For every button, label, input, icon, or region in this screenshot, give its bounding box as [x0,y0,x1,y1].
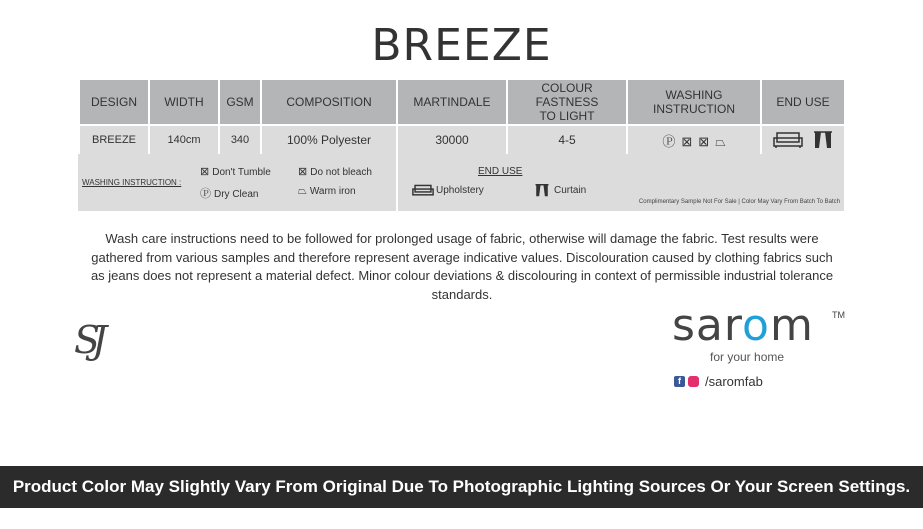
legend-do-not-bleach-label: Do not bleach [310,167,372,178]
legend-upholstery [412,184,484,197]
spec-table [78,78,846,156]
social-handle[interactable]: /saromfab [705,374,763,390]
header-width: WIDTH [149,79,219,125]
legend-panel [78,154,844,211]
no-tumble-icon: ⊠ [698,133,710,149]
header-colour-line1: COLOUR [541,81,593,95]
header-colour-fastness [507,79,627,125]
header-washing [627,79,761,125]
sarom-logo [672,300,814,351]
sarom-logo-start: sar [672,300,743,351]
value-colour-fastness: 4-5 [507,125,627,155]
header-design: DESIGN [79,79,149,125]
header-colour-line2: FASTNESS [535,95,599,109]
social-links [674,373,763,389]
value-composition: 100% Polyester [261,125,397,155]
no-tumble-icon: ⊠ [200,166,210,178]
spec-value-row [79,125,845,155]
complimentary-note: Complimentary Sample Not For Sale | Color May Vary From Batch To Batch [638,199,840,205]
legend-do-not-bleach [298,165,372,178]
trademark-mark: TM [832,310,845,320]
curtain-icon [813,131,833,149]
sarom-logo-end: m [769,300,814,351]
sj-logo [74,318,99,362]
header-end-use: END USE [761,79,845,125]
header-composition: COMPOSITION [261,79,397,125]
legend-divider [396,154,398,211]
legend-end-use-heading: END USE [478,166,523,177]
value-care-icons [627,125,761,155]
legend-dry-clean-label: Dry Clean [214,189,259,200]
legend-dont-tumble-label: Don't Tumble [212,167,271,178]
footer-disclaimer: Product Color May Slightly Vary From Original Due To Photographic Lighting Sources Or Your Screen Settings. [12,477,911,496]
value-end-use-icons [761,125,845,155]
legend-warm-iron-label: Warm iron [309,186,356,197]
sofa-icon [412,184,434,197]
warm-iron-icon: ⏢ [715,133,726,149]
instagram-icon[interactable] [688,376,699,387]
warm-iron-icon: ⏢ [298,185,307,197]
header-colour-line3: TO LIGHT [539,109,595,123]
dry-clean-icon: Ⓟ [662,133,676,149]
product-title: BREEZE [371,20,552,71]
legend-warm-iron [298,185,356,198]
spec-header-row [79,79,845,125]
legend-dont-tumble [200,165,271,178]
no-bleach-icon: ⊠ [681,133,693,149]
header-washing-line1: WASHING [665,88,723,102]
no-bleach-icon: ⊠ [298,166,308,178]
legend-upholstery-label: Upholstery [436,185,484,197]
legend-dry-clean [200,185,258,201]
legend-curtain-label: Curtain [554,185,587,197]
sj-logo-text: SJ [74,318,100,362]
header-gsm: GSM [219,79,261,125]
dry-clean-icon: Ⓟ [200,188,211,200]
facebook-icon[interactable]: f [674,376,685,387]
header-washing-line2: INSTRUCTION [653,102,735,116]
value-design: BREEZE [79,125,149,155]
sofa-icon [773,131,803,149]
legend-curtain [534,184,586,197]
value-gsm: 340 [219,125,261,155]
curtain-icon [534,184,550,197]
brand-tagline: for your home [710,350,785,364]
sarom-logo-o: o [742,300,770,351]
washing-instruction-label: WASHING INSTRUCTION : [82,178,182,187]
value-martindale: 30000 [397,125,507,155]
header-martindale: MARTINDALE [397,79,507,125]
value-width: 140cm [149,125,219,155]
care-disclaimer: Wash care instructions need to be followed for prolonged usage of fabric, otherwise will damage the fabric. Test results were gathered from various samples and therefore represent average indicative values. Discolouration caused by clothing fabrics such as jeans does not represent a material defect. Minor colour deviations & discolouring in context of permissible industrial tolerance standards. [90,231,834,302]
